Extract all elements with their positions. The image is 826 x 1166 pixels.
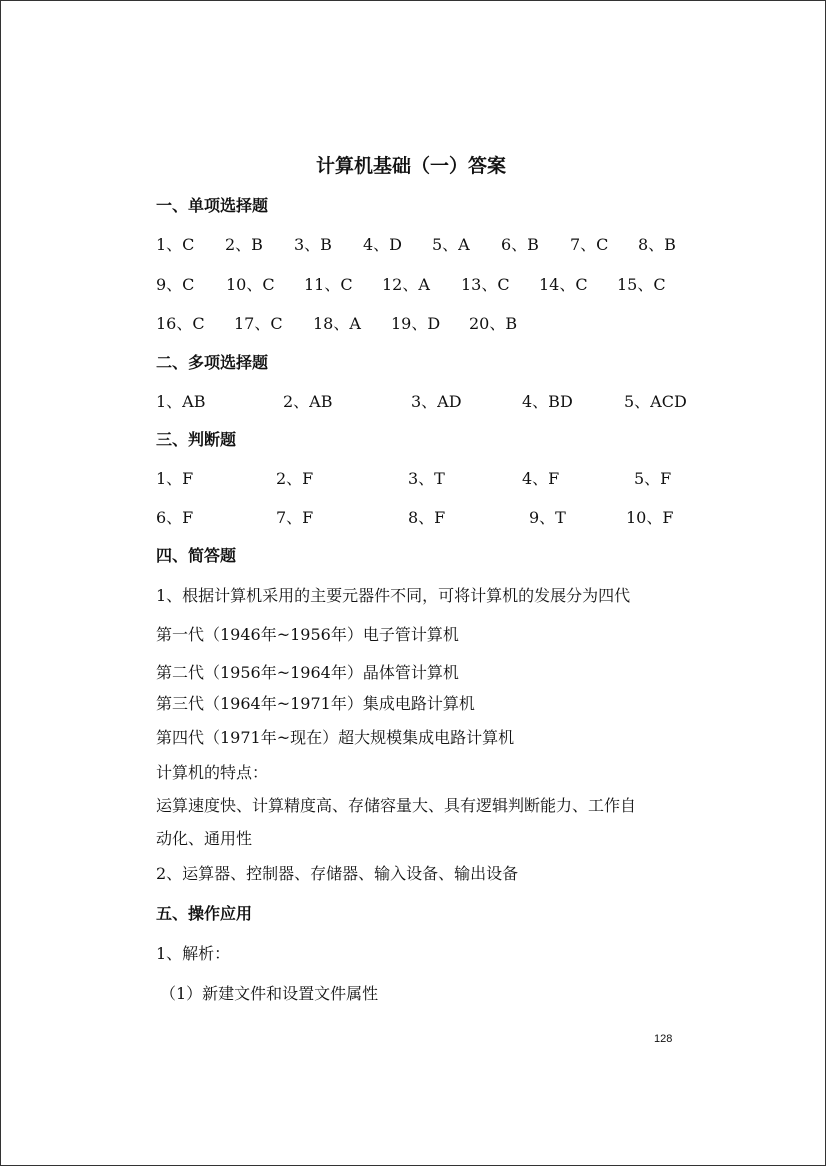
paragraph-line: 2、运算器、控制器、存储器、输入设备、输出设备 — [156, 864, 519, 883]
answer-item: 2、AB — [283, 392, 333, 411]
answer-item: 19、D — [391, 314, 441, 333]
answer-item: 18、A — [313, 314, 361, 333]
answer-item: 1、F — [156, 469, 194, 488]
answer-item: 7、C — [570, 235, 609, 254]
section-heading-single-choice: 一、单项选择题 — [156, 196, 269, 215]
answer-item: 4、D — [363, 235, 403, 254]
answer-item: 15、C — [617, 275, 666, 294]
paragraph-line: （1）新建文件和设置文件属性 — [160, 984, 379, 1003]
answer-item: 6、F — [156, 508, 194, 527]
section-heading-true-false: 三、判断题 — [156, 430, 237, 449]
paragraph-line: 第二代（1956年~1964年）晶体管计算机 — [156, 663, 459, 682]
paragraph-line: 1、根据计算机采用的主要元器件不同，可将计算机的发展分为四代 — [156, 586, 631, 605]
document-title: 计算机基础（一）答案 — [316, 155, 507, 177]
answer-item: 12、A — [382, 275, 430, 294]
answer-item: 3、B — [294, 235, 332, 254]
answer-item: 9、C — [156, 275, 195, 294]
answer-item: 13、C — [461, 275, 510, 294]
answer-item: 4、BD — [522, 392, 573, 411]
answer-item: 8、B — [638, 235, 676, 254]
page-number: 128 — [654, 1033, 673, 1045]
answer-item: 4、F — [522, 469, 560, 488]
section-heading-operation: 五、操作应用 — [156, 904, 253, 923]
answer-item: 9、T — [529, 508, 566, 527]
answer-item: 14、C — [539, 275, 588, 294]
answer-item: 3、T — [408, 469, 445, 488]
answer-item: 1、C — [156, 235, 195, 254]
answer-item: 11、C — [304, 275, 353, 294]
answer-item: 10、F — [626, 508, 674, 527]
answer-item: 20、B — [469, 314, 518, 333]
paragraph-line: 第三代（1964年~1971年）集成电路计算机 — [156, 694, 475, 713]
answer-item: 5、F — [634, 469, 672, 488]
answer-item: 2、F — [276, 469, 314, 488]
answer-item: 7、F — [276, 508, 314, 527]
answer-item: 6、B — [501, 235, 539, 254]
paragraph-line: 计算机的特点： — [156, 763, 269, 782]
paragraph-line: 1、解析： — [156, 944, 231, 963]
answer-item: 3、AD — [411, 392, 462, 411]
answer-item: 16、C — [156, 314, 205, 333]
answer-item: 5、A — [432, 235, 470, 254]
answer-item: 2、B — [225, 235, 263, 254]
answer-item: 8、F — [408, 508, 446, 527]
paragraph-line: 运算速度快、计算精度高、存储容量大、具有逻辑判断能力、工作自 — [156, 796, 637, 815]
answer-item: 5、ACD — [624, 392, 687, 411]
answer-item: 1、AB — [156, 392, 206, 411]
section-heading-short-answer: 四、简答题 — [156, 546, 237, 565]
paragraph-line: 第一代（1946年~1956年）电子管计算机 — [156, 625, 459, 644]
paragraph-line: 动化、通用性 — [156, 829, 253, 848]
section-heading-multi-choice: 二、多项选择题 — [156, 353, 269, 372]
answer-item: 10、C — [226, 275, 275, 294]
answer-item: 17、C — [234, 314, 283, 333]
paragraph-line: 第四代（1971年~现在）超大规模集成电路计算机 — [156, 728, 515, 747]
